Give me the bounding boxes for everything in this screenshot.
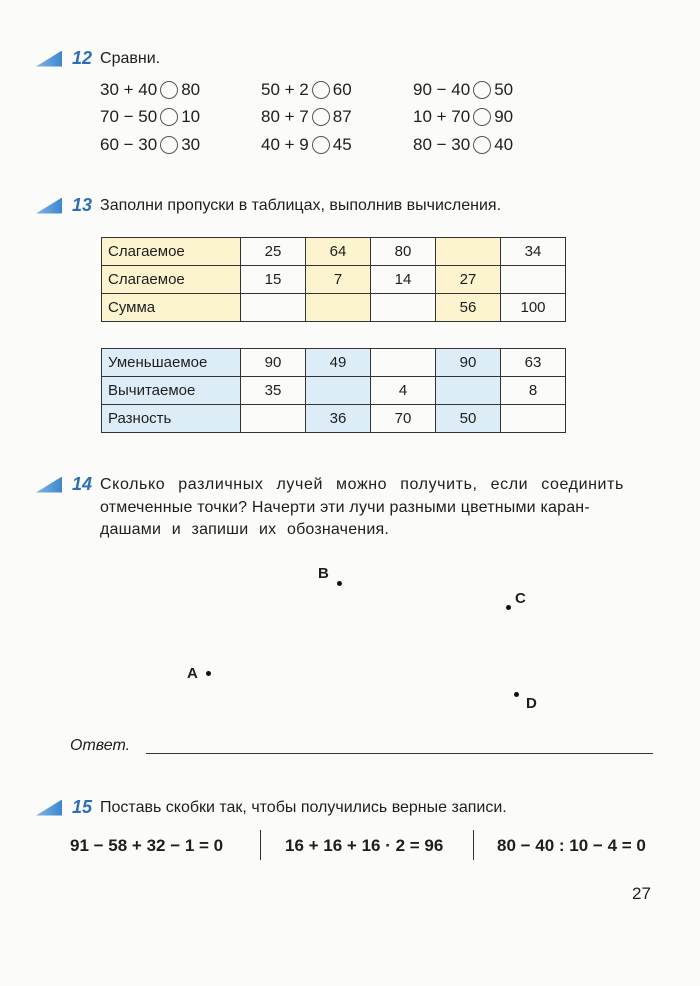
task-number: 13 bbox=[72, 195, 93, 215]
table-cell[interactable] bbox=[241, 294, 306, 322]
table-row bbox=[102, 294, 566, 322]
table-cell[interactable] bbox=[306, 294, 371, 322]
table-cell[interactable]: 4 bbox=[371, 377, 436, 405]
separator bbox=[473, 830, 474, 860]
task-number: 12 bbox=[72, 48, 93, 68]
comparison-row bbox=[261, 80, 352, 100]
value: 45 bbox=[332, 135, 352, 154]
table-cell[interactable]: 64 bbox=[306, 238, 371, 266]
comparison-row bbox=[100, 80, 200, 100]
task-line-3: дашами и запиши их обозначения. bbox=[100, 521, 389, 538]
task-number: 14 bbox=[72, 474, 93, 494]
sum-table bbox=[101, 237, 566, 322]
point-b-label: B bbox=[318, 565, 329, 582]
table-cell[interactable]: 100 bbox=[501, 294, 566, 322]
table-cell[interactable] bbox=[501, 266, 566, 294]
table-cell[interactable] bbox=[371, 349, 436, 377]
table-cell[interactable]: 8 bbox=[501, 377, 566, 405]
table-row bbox=[102, 349, 566, 377]
comparison-row bbox=[261, 135, 352, 155]
row-label: Уменьшаемое bbox=[102, 349, 241, 377]
value: 80 bbox=[181, 80, 201, 99]
task-number: 15 bbox=[72, 797, 93, 817]
comparison-row bbox=[100, 107, 200, 127]
table-cell[interactable]: 63 bbox=[501, 349, 566, 377]
table-cell[interactable]: 7 bbox=[306, 266, 371, 294]
compare-circle[interactable] bbox=[312, 81, 330, 99]
point-b-dot[interactable] bbox=[337, 581, 342, 586]
expression: 60 − 30 bbox=[100, 135, 158, 154]
task-title: Заполни пропуски в таблицах, выполнив вычисления. bbox=[100, 196, 502, 214]
table-cell[interactable]: 49 bbox=[306, 349, 371, 377]
value: 10 bbox=[181, 107, 201, 126]
table-cell[interactable] bbox=[241, 405, 306, 433]
table-cell[interactable]: 50 bbox=[436, 405, 501, 433]
answer-label: Ответ. bbox=[70, 737, 131, 754]
value: 50 bbox=[494, 80, 514, 99]
value: 87 bbox=[332, 107, 352, 126]
answer-line[interactable] bbox=[146, 753, 653, 754]
table-cell[interactable] bbox=[436, 377, 501, 405]
comparison-row bbox=[261, 107, 352, 127]
table-cell[interactable]: 35 bbox=[241, 377, 306, 405]
comparison-row bbox=[413, 80, 513, 100]
table-cell[interactable] bbox=[306, 377, 371, 405]
task-marker-icon bbox=[36, 800, 62, 816]
comparison-row bbox=[413, 135, 513, 155]
compare-circle[interactable] bbox=[312, 108, 330, 126]
table-cell[interactable] bbox=[501, 405, 566, 433]
expression: 90 − 40 bbox=[413, 80, 471, 99]
value: 90 bbox=[494, 107, 514, 126]
table-cell[interactable]: 15 bbox=[241, 266, 306, 294]
expression: 80 + 7 bbox=[261, 107, 309, 126]
task-line-2: отмеченные точки? Начерти эти лучи разными цветными каран- bbox=[100, 499, 590, 516]
point-c-label: C bbox=[515, 590, 526, 607]
table-cell[interactable] bbox=[436, 238, 501, 266]
compare-circle[interactable] bbox=[160, 136, 178, 154]
expression: 80 − 30 bbox=[413, 135, 471, 154]
task-line-1: Сколько различных лучей можно получить, если соединить bbox=[100, 475, 624, 493]
table-cell[interactable]: 90 bbox=[436, 349, 501, 377]
table-cell[interactable]: 25 bbox=[241, 238, 306, 266]
expression: 10 + 70 bbox=[413, 107, 471, 126]
compare-circle[interactable] bbox=[160, 81, 178, 99]
point-a-dot[interactable] bbox=[206, 671, 211, 676]
table-cell[interactable]: 14 bbox=[371, 266, 436, 294]
table-row bbox=[102, 377, 566, 405]
expression: 70 − 50 bbox=[100, 107, 158, 126]
equation-2: 16 + 16 + 16 · 2 = 96 bbox=[285, 836, 444, 855]
task-marker-icon bbox=[36, 51, 62, 67]
table-row bbox=[102, 405, 566, 433]
point-d-label: D bbox=[526, 695, 537, 712]
task-13-header bbox=[36, 195, 501, 216]
expression: 50 + 2 bbox=[261, 80, 309, 99]
table-cell[interactable]: 70 bbox=[371, 405, 436, 433]
value: 30 bbox=[181, 135, 201, 154]
table-cell[interactable]: 90 bbox=[241, 349, 306, 377]
compare-circle[interactable] bbox=[473, 81, 491, 99]
equation-1: 91 − 58 + 32 − 1 = 0 bbox=[70, 836, 224, 855]
task-title: Поставь скобки так, чтобы получились верные записи. bbox=[100, 798, 507, 816]
table-cell[interactable]: 36 bbox=[306, 405, 371, 433]
task-title: Сравни. bbox=[100, 49, 161, 67]
row-label: Вычитаемое bbox=[102, 377, 241, 405]
task-12-header bbox=[36, 48, 160, 69]
comparison-row bbox=[413, 107, 513, 127]
point-a-label: A bbox=[187, 665, 198, 682]
expression: 30 + 40 bbox=[100, 80, 158, 99]
comparison-row bbox=[100, 135, 200, 155]
table-cell[interactable]: 56 bbox=[436, 294, 501, 322]
value: 60 bbox=[332, 80, 352, 99]
point-c-dot[interactable] bbox=[506, 605, 511, 610]
row-label: Слагаемое bbox=[102, 238, 241, 266]
compare-circle[interactable] bbox=[473, 108, 491, 126]
row-label: Сумма bbox=[102, 294, 241, 322]
value: 40 bbox=[494, 135, 514, 154]
expression: 40 + 9 bbox=[261, 135, 309, 154]
table-cell[interactable]: 34 bbox=[501, 238, 566, 266]
row-label: Слагаемое bbox=[102, 266, 241, 294]
separator bbox=[260, 830, 261, 860]
table-cell[interactable]: 80 bbox=[371, 238, 436, 266]
task-marker-icon bbox=[36, 198, 62, 214]
compare-circle[interactable] bbox=[473, 136, 491, 154]
point-d-dot[interactable] bbox=[514, 692, 519, 697]
difference-table bbox=[101, 348, 566, 433]
task-14-header bbox=[36, 474, 624, 495]
task-marker-icon bbox=[36, 477, 62, 493]
task-15-header bbox=[36, 797, 507, 818]
row-label: Разность bbox=[102, 405, 241, 433]
equation-3: 80 − 40 : 10 − 4 = 0 bbox=[497, 836, 646, 855]
compare-circle[interactable] bbox=[160, 108, 178, 126]
compare-circle[interactable] bbox=[312, 136, 330, 154]
table-row bbox=[102, 266, 566, 294]
table-cell[interactable] bbox=[371, 294, 436, 322]
page-number: 27 bbox=[632, 884, 651, 903]
table-row bbox=[102, 238, 566, 266]
table-cell[interactable]: 27 bbox=[436, 266, 501, 294]
